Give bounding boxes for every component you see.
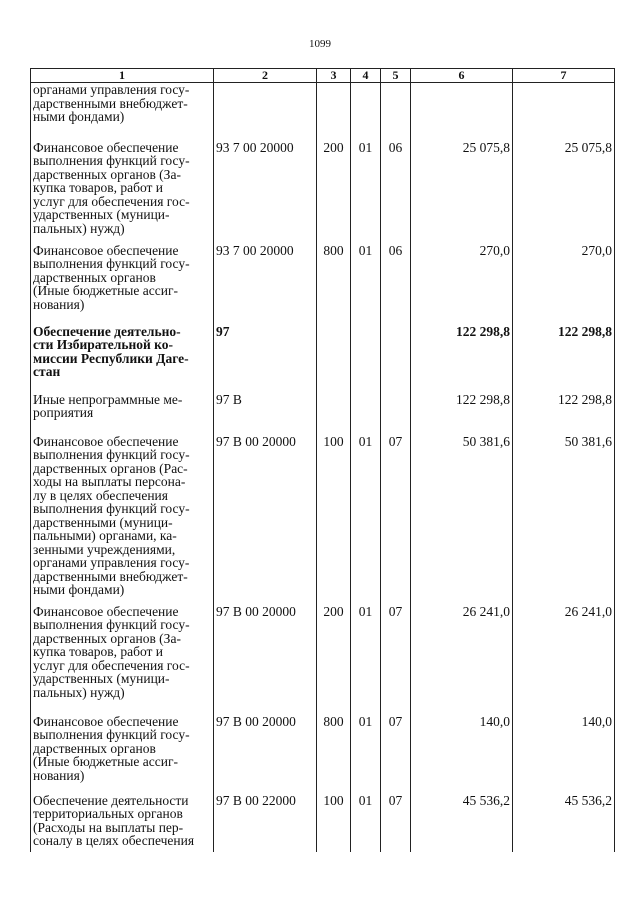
row-pr-cell: 06: [381, 141, 411, 244]
column-header: 5: [381, 69, 411, 83]
row-sum1-cell: 25 075,8: [411, 141, 513, 244]
row-sum2-cell: 25 075,8: [513, 141, 615, 244]
row-pr-cell: [381, 393, 411, 435]
page-number: 1099: [309, 38, 331, 50]
row-pr-cell: 07: [381, 435, 411, 605]
row-vr-cell: [317, 83, 351, 141]
row-code-cell: [214, 83, 317, 141]
table-row: [31, 605, 615, 715]
row-pr-cell: 07: [381, 605, 411, 715]
row-sum2-cell: 122 298,8: [513, 393, 615, 435]
row-sum2-cell: 26 241,0: [513, 605, 615, 715]
row-sum2-cell: 270,0: [513, 244, 615, 325]
table-row: [31, 393, 615, 435]
row-pr-cell: 07: [381, 715, 411, 794]
row-code-cell: 97 В 00 20000: [214, 435, 317, 605]
row-code-cell: 97 В: [214, 393, 317, 435]
table-row: [31, 83, 615, 141]
table-header-row: [31, 69, 615, 83]
table-row: [31, 244, 615, 325]
row-sum1-cell: 45 536,2: [411, 794, 513, 852]
column-header: 3: [317, 69, 351, 83]
row-name-cell: Финансовое обеспечение выполнения функций госу- дарственных органов (Иные бюджетные ассиг- нования): [31, 715, 214, 794]
row-rz-cell: 01: [351, 715, 381, 794]
row-name-cell: Финансовое обеспечение выполнения функций госу- дарственных органов (За- купка товаров, работ и услуг для обеспечения гос- ударственных (муници- пальных) нужд): [31, 141, 214, 244]
row-sum1-cell: 122 298,8: [411, 325, 513, 393]
row-vr-cell: [317, 325, 351, 393]
row-pr-cell: [381, 83, 411, 141]
row-sum2-cell: 122 298,8: [513, 325, 615, 393]
row-name-cell: Обеспечение деятельно- сти Избирательной ко- миссии Республики Даге- стан: [31, 325, 214, 393]
column-header: 6: [411, 69, 513, 83]
row-sum2-cell: 140,0: [513, 715, 615, 794]
row-name-cell: Финансовое обеспечение выполнения функций госу- дарственных органов (За- купка товаров, работ и услуг для обеспечения гос- ударственных (муници- пальных) нужд): [31, 605, 214, 715]
column-header: 4: [351, 69, 381, 83]
row-code-cell: 97 В 00 20000: [214, 715, 317, 794]
row-name-cell: Финансовое обеспечение выполнения функций госу- дарственных органов (Рас- ходы на выплаты персона- лу в целях обеспечения выполнения функций госу- дарственными (муници- пальными) органами, ка- зенными учреждениями, органами управления госу- дарственными внебюджет- ными фондами): [31, 435, 214, 605]
row-rz-cell: 01: [351, 244, 381, 325]
row-name-cell: Обеспечение деятельности территориальных органов (Расходы на выплаты пер- соналу в целях обеспечения: [31, 794, 214, 852]
row-sum1-cell: 50 381,6: [411, 435, 513, 605]
row-sum2-cell: 45 536,2: [513, 794, 615, 852]
row-vr-cell: 200: [317, 141, 351, 244]
row-code-cell: 93 7 00 20000: [214, 141, 317, 244]
row-vr-cell: 100: [317, 435, 351, 605]
table-row: [31, 794, 615, 852]
row-rz-cell: 01: [351, 141, 381, 244]
table-row: [31, 435, 615, 605]
row-code-cell: 97 В 00 22000: [214, 794, 317, 852]
row-vr-cell: [317, 393, 351, 435]
row-rz-cell: 01: [351, 794, 381, 852]
row-rz-cell: 01: [351, 435, 381, 605]
row-sum2-cell: [513, 83, 615, 141]
row-vr-cell: 200: [317, 605, 351, 715]
row-name-cell: Финансовое обеспечение выполнения функций госу- дарственных органов (Иные бюджетные ассиг- нования): [31, 244, 214, 325]
row-pr-cell: [381, 325, 411, 393]
row-sum1-cell: 122 298,8: [411, 393, 513, 435]
column-header: 1: [31, 69, 214, 83]
row-sum1-cell: 26 241,0: [411, 605, 513, 715]
row-sum1-cell: 140,0: [411, 715, 513, 794]
row-code-cell: 97 В 00 20000: [214, 605, 317, 715]
row-pr-cell: 07: [381, 794, 411, 852]
row-rz-cell: [351, 83, 381, 141]
row-rz-cell: [351, 393, 381, 435]
table-body: [31, 83, 615, 852]
row-name-cell: органами управления госу- дарственными внебюджет- ными фондами): [31, 83, 214, 141]
table-row: [31, 325, 615, 393]
row-vr-cell: 100: [317, 794, 351, 852]
table-row: [31, 715, 615, 794]
budget-table: [30, 68, 615, 852]
row-vr-cell: 800: [317, 715, 351, 794]
row-sum1-cell: 270,0: [411, 244, 513, 325]
row-sum1-cell: [411, 83, 513, 141]
column-header: 7: [513, 69, 615, 83]
row-code-cell: 97: [214, 325, 317, 393]
row-name-cell: Иные непрограммные ме- роприятия: [31, 393, 214, 435]
column-header: 2: [214, 69, 317, 83]
row-pr-cell: 06: [381, 244, 411, 325]
row-vr-cell: 800: [317, 244, 351, 325]
row-rz-cell: 01: [351, 605, 381, 715]
table-row: [31, 141, 615, 244]
row-sum2-cell: 50 381,6: [513, 435, 615, 605]
row-code-cell: 93 7 00 20000: [214, 244, 317, 325]
row-rz-cell: [351, 325, 381, 393]
